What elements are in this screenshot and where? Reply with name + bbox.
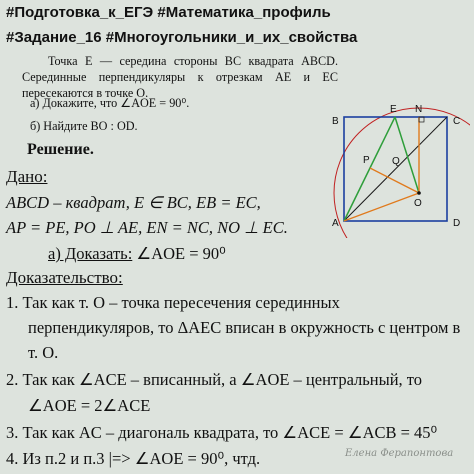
- label-p: P: [363, 155, 370, 166]
- label-c: C: [453, 116, 461, 127]
- proof-step-2: 2. Так как ∠ACE – вписанный, а ∠AOE – центральный, то: [6, 370, 423, 389]
- hashtag-line-2: #Задание_16 #Многоугольники_и_их_свойства: [6, 29, 358, 46]
- segment-eo: [395, 117, 419, 193]
- geometry-diagram: [322, 100, 470, 238]
- label-n: N: [415, 104, 423, 115]
- label-o: O: [414, 198, 422, 209]
- proof-step-3: 3. Так как AC – диагональ квадрата, то ∠ACE = ∠ACB = 45⁰: [6, 423, 438, 442]
- proof-step-2-cont: ∠AOE = 2∠ACE: [28, 396, 151, 415]
- label-q: Q: [392, 156, 400, 167]
- prove-label: а) Доказать:: [48, 244, 133, 263]
- problem-text: Точка E — середина стороны BC квадрата ABCD. Серединные перпендикуляры к отрезкам AE и EC пересекаются в точке O.: [22, 54, 338, 100]
- given-line-2: AP = PE, PO ⊥ AE, EN = NC, NO ⊥ EC.: [6, 218, 288, 237]
- proof-heading: Доказательство:: [6, 268, 123, 287]
- label-d: D: [453, 218, 461, 229]
- label-a: A: [332, 218, 339, 229]
- author-signature: Елена Ферапонтова: [345, 448, 454, 459]
- proof-step-1-cont: перпендикуляров, то ΔAEC вписан в окружность с центром в: [28, 318, 461, 337]
- solution-title: Решение.: [27, 141, 94, 158]
- prove-text: ∠AOE = 90⁰: [132, 244, 226, 263]
- proof-step-1: 1. Так как т. O – точка пересечения серединных: [6, 293, 340, 312]
- hashtag-line-1: #Подготовка_к_ЕГЭ #Математика_профиль: [6, 4, 331, 21]
- given-line-1: ABCD – квадрат, E ∈ BC, EB = EC,: [6, 193, 261, 212]
- proof-step-4: 4. Из п.2 и п.3 |=> ∠AOE = 90⁰, чтд.: [6, 449, 261, 468]
- point-o: [417, 191, 421, 195]
- circumscribed-circle: [334, 108, 470, 238]
- given-heading: Дано:: [6, 167, 48, 186]
- problem-part-b: б) Найдите BO : OD.: [30, 119, 138, 133]
- prove-statement: [48, 244, 226, 264]
- proof-step-1-end: т. O.: [28, 343, 59, 362]
- label-e: E: [390, 104, 397, 115]
- problem-part-a: а) Докажите, что ∠AOE = 90⁰.: [30, 96, 190, 110]
- label-b: B: [332, 116, 339, 127]
